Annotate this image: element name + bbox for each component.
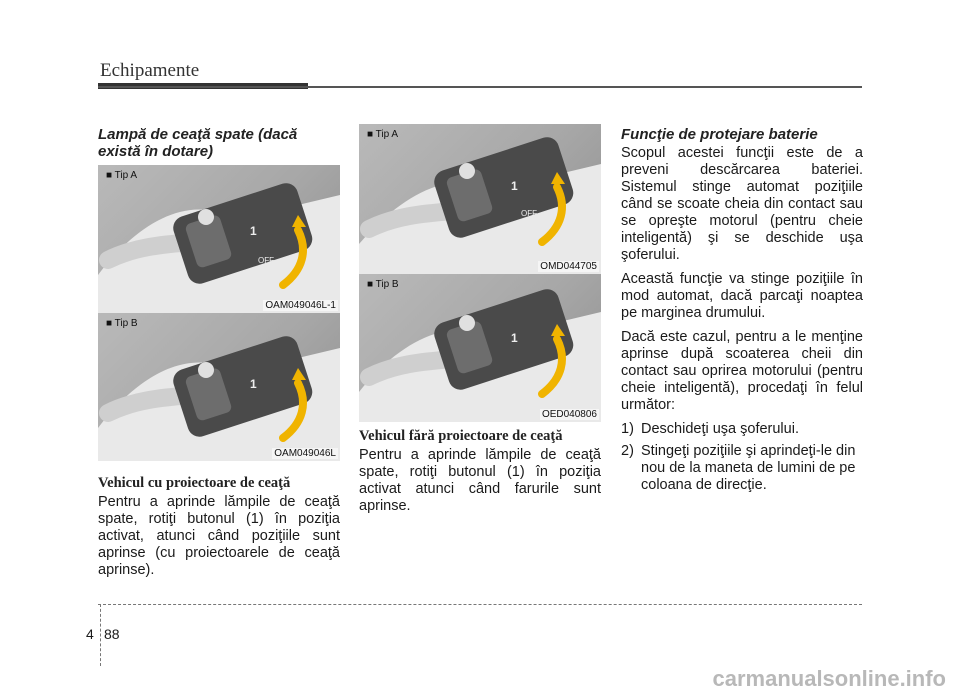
left-body: Pentru a aprinde lămpile de ceaţă spate, rotiţi butonul (1) în poziţia activat, atunci când poziţiile sunt aprinse (cu proiectoarele de ceaţă aprinse). [98,494,340,578]
right-paragraph-3: Dacă este cazul, pentru a le menţine aprinse după scoaterea cheii din contact sau oprirea motorului (pentru cheie inteligentă), procedaţi în felul următor: [621,329,863,413]
figure-middle-tip-b [359,274,601,422]
figure-code: OED040806 [541,409,597,420]
lever-mark-1: 1 [250,224,257,238]
footer-rule [98,604,862,605]
lever-mark-off: OFF [521,209,537,218]
figure-left-tip-b [98,313,340,461]
lever-mark-1: 1 [511,179,518,193]
list-item [621,421,863,438]
middle-subheading: Vehicul fără proiectoare de ceaţă [359,428,563,444]
left-heading: Lampă de ceaţă spate (dacă există în dotare) [98,126,298,160]
figure-code: OAM049046L-1 [265,300,336,311]
figure-code: OMD044705 [540,261,597,272]
figure-label: ■ Tip B [106,318,138,329]
list-text: Stingeţi poziţiile şi aprindeţi-le din nou de la maneta de lumini de pe coloana de direcţie. [641,443,856,493]
right-paragraph-1: Scopul acestei funcţii este de a preveni descărcarea bateriei. Sistemul stinge automat poziţiile când se scoate cheia din contact sau se opreşte motorul (pentru cheie inteligentă) şi se deschide uşa şoferului. [621,145,863,263]
right-content [621,145,863,494]
left-subheading: Vehicul cu proiectoare de ceaţă [98,475,291,491]
footer-divider [100,604,101,666]
section-number: 4 [86,626,94,642]
figure-label: ■ Tip B [367,279,399,290]
list-text: Deschideţi uşa şoferului. [641,421,799,437]
lever-mark-1: 1 [250,377,257,391]
figure-middle-tip-a [359,124,601,274]
page-number: 88 [104,626,120,642]
list-number: 2) [621,443,634,459]
watermark: carmanualsonline.info [712,666,946,691]
figure-label: ■ Tip A [367,129,399,140]
list-item [621,443,863,494]
lever-mark-1: 1 [511,331,518,345]
lever-illustration [359,124,601,274]
figure-left-tip-a [98,165,340,313]
header-rule [98,86,862,88]
header-title: Echipamente [100,60,200,81]
lever-illustration [98,165,340,313]
list-number: 1) [621,421,634,437]
right-heading: Funcţie de protejare baterie [621,126,818,143]
lever-illustration [359,274,601,422]
figure-label: ■ Tip A [106,170,138,181]
right-paragraph-2: Această funcţie va stinge poziţiile în mod automat, dacă parcaţi noaptea pe marginea drumului. [621,271,863,321]
lever-illustration [98,313,340,461]
figure-code: OAM049046L [274,448,336,459]
lever-mark-off: OFF [258,256,274,265]
middle-body: Pentru a aprinde lămpile de ceaţă spate, rotiţi butonul (1) în poziţia activat atunci când farurile sunt aprinse. [359,447,601,514]
